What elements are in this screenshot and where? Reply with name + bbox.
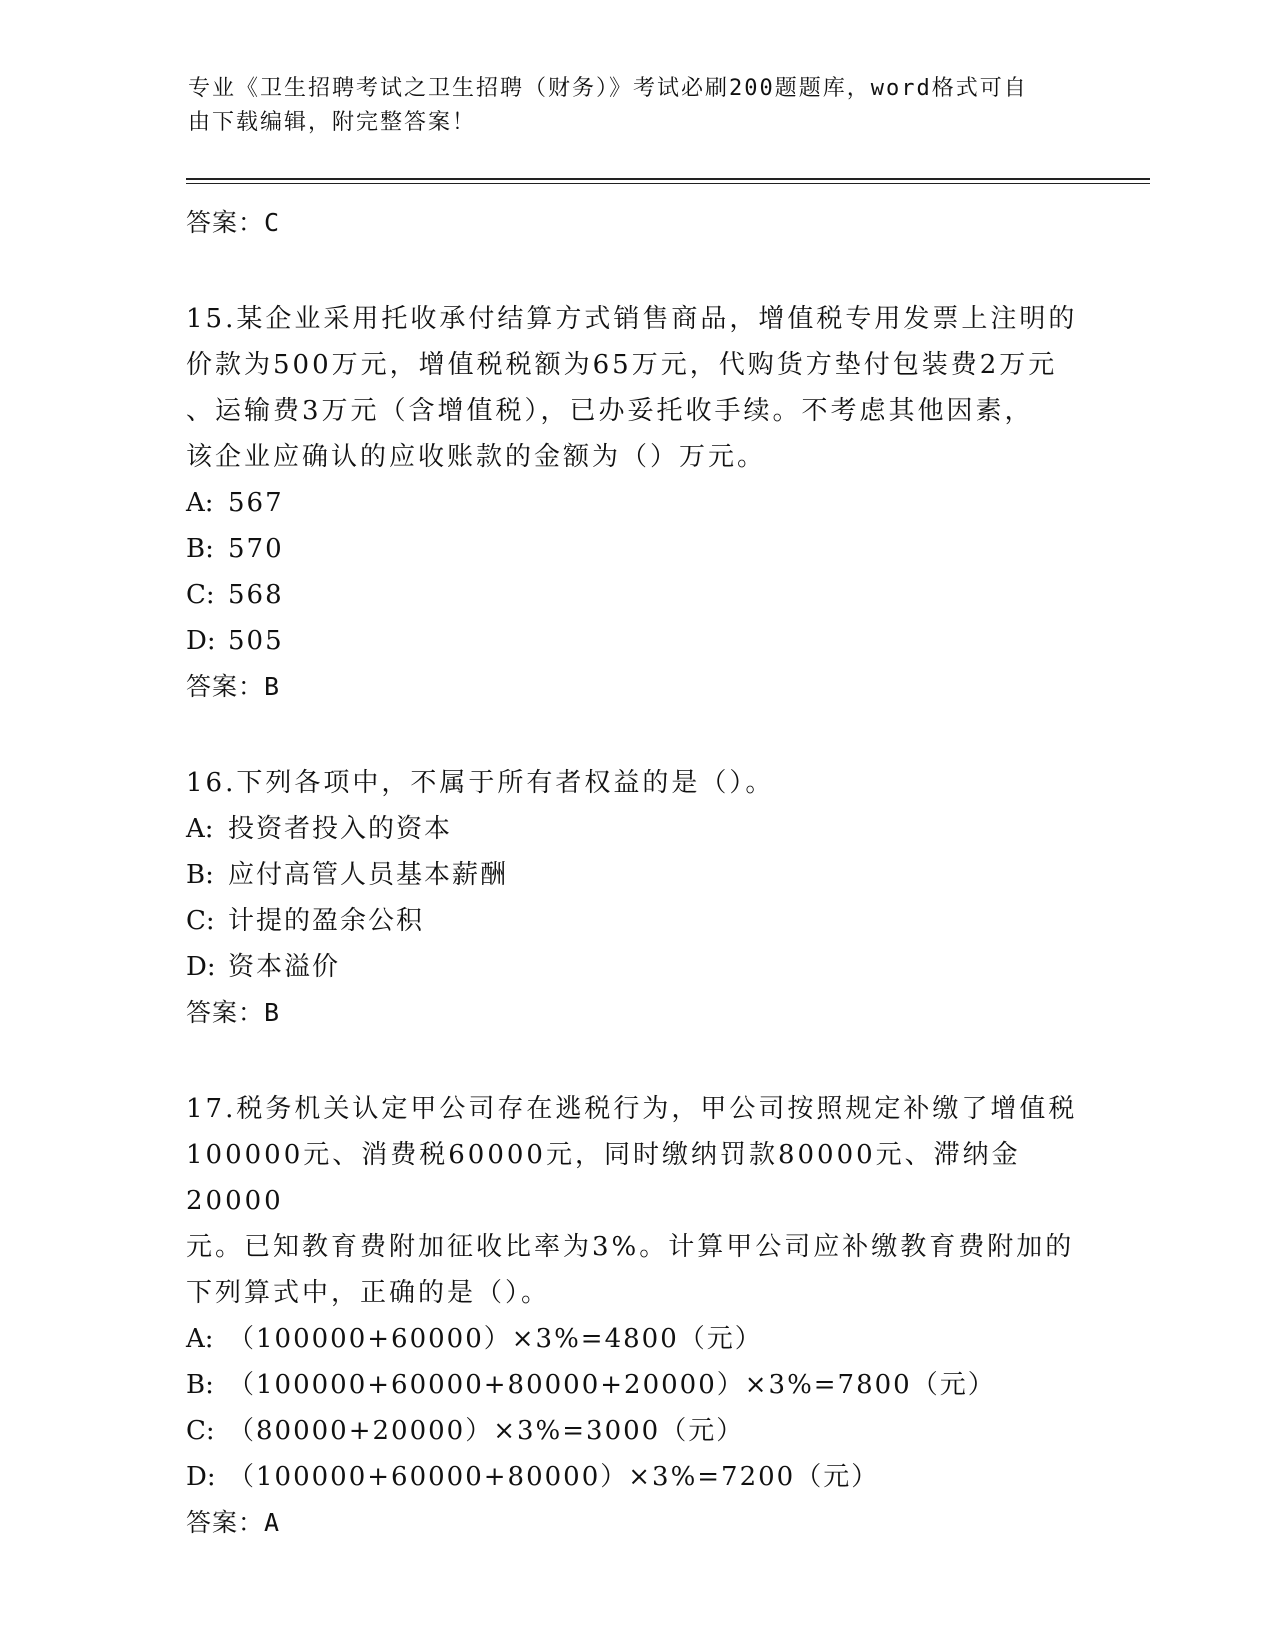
question-list — [186, 186, 1086, 1546]
option-a: A: 567 — [186, 488, 284, 518]
option-a: A: 投资者投入的资本 — [186, 814, 453, 844]
option-a: A: （100000+60000）×3%=4800（元） — [186, 1324, 763, 1354]
header-line-2: 由下载编辑，附完整答案！ — [188, 110, 477, 135]
question-block-15 — [186, 296, 1086, 710]
document-header — [188, 72, 1068, 140]
option-d: D: 505 — [186, 626, 284, 656]
option-b: B: 应付高管人员基本薪酬 — [186, 860, 509, 890]
question-text: 16.下列各项中，不属于所有者权益的是（）。 — [186, 768, 775, 798]
option-b: B: （100000+60000+80000+20000）×3%=7800（元） — [186, 1370, 996, 1400]
header-divider-thin — [186, 183, 1150, 184]
option-c: C: （80000+20000）×3%=3000（元） — [186, 1416, 745, 1446]
answer-line: 答案：B — [186, 672, 281, 701]
question-text: 17.税务机关认定甲公司存在逃税行为，甲公司按照规定补缴了增值税 100000元、消费税60000元，同时缴纳罚款80000元、滞纳金20000 元。已知教育费附加征收比率为3%。计算甲公司应补缴教育费附加的 下列算式中，正确的是（）。 — [186, 1094, 1078, 1308]
question-text: 15.某企业采用托收承付结算方式销售商品，增值税专用发票上注明的 价款为500万元，增值税税额为65万元，代购货方垫付包装费2万元 、运输费3万元（含增值税），已办妥托收手续。不考虑其他因素， 该企业应确认的应收账款的金额为（）万元。 — [186, 304, 1078, 472]
option-d: D: （100000+60000+80000）×3%=7200（元） — [186, 1462, 880, 1492]
question-block-16 — [186, 760, 1086, 1036]
answer-line: 答案：C — [186, 208, 281, 237]
header-divider — [186, 178, 1150, 180]
option-b: B: 570 — [186, 534, 284, 564]
header-line-1: 专业《卫生招聘考试之卫生招聘（财务）》考试必刷200题题库，word格式可自 — [188, 76, 1028, 101]
question-block-17 — [186, 1086, 1086, 1546]
answer-line: 答案：A — [186, 1508, 281, 1537]
option-c: C: 计提的盈余公积 — [186, 906, 425, 936]
option-c: C: 568 — [186, 580, 284, 610]
answer-line: 答案：B — [186, 998, 281, 1027]
option-d: D: 资本溢价 — [186, 952, 341, 982]
